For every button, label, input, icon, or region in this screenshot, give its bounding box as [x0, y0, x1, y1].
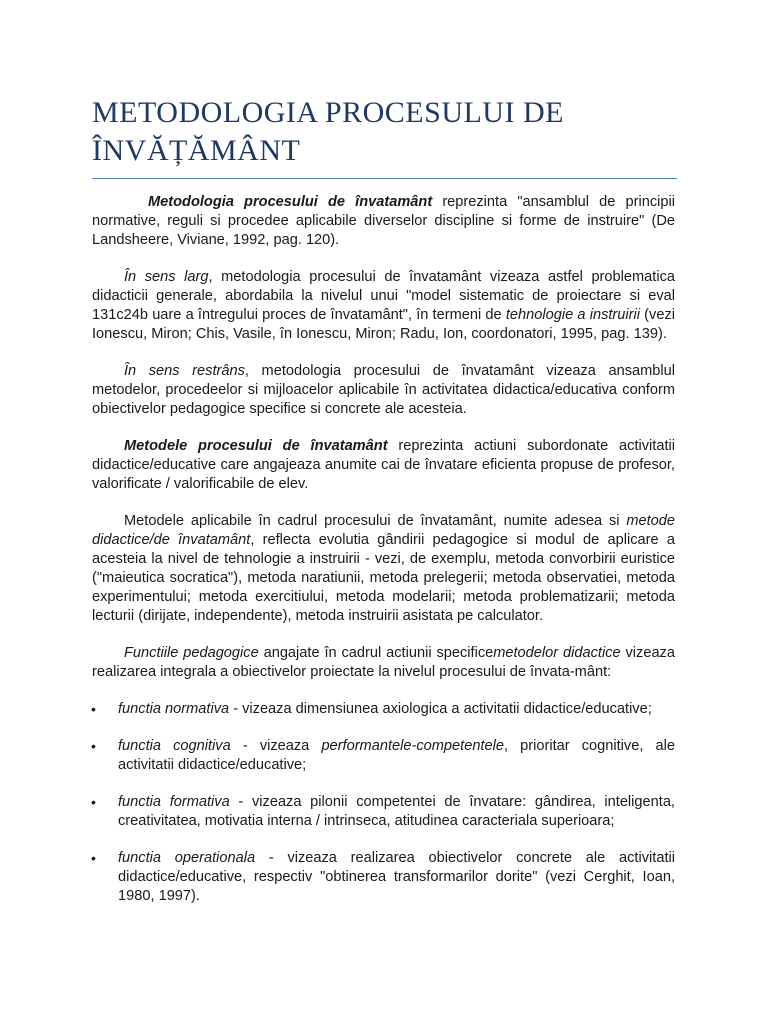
paragraph-text: , metodologia procesului de învatamânt vizeaza astfel problematica didacticii generale, abordabila la nivelul unui "model sistematic de proiectare si eval 131c24b uare a întregului proces de învatamânt", în termeni de [92, 269, 675, 323]
document-body [92, 193, 675, 924]
paragraph-functiile [92, 644, 675, 682]
paragraph-text: reprezinta "ansamblul de principii normative, reguli si procedee aplicabile diverselor discipline si forme de instruire" (De Landsheere, Viviane, 1992, pag. 120). [92, 194, 675, 248]
bullet-icon: • [91, 738, 96, 754]
term-functiile: Functiile pedagogice [124, 645, 259, 661]
list-item-formativa [92, 793, 675, 831]
term-functia-formativa: functia formativa [118, 794, 230, 810]
paragraph-text: Metodele aplicabile în cadrul procesului de învatamânt, numite adesea si [124, 513, 627, 529]
list-item-operationala [92, 849, 675, 906]
paragraph-text: vizeaza realizarea integrala a obiectivelor proiectate la nivelul procesului de învata-mânt: [92, 645, 675, 680]
functions-list [92, 700, 675, 906]
paragraph-text: (vezi Ionescu, Miron; Chis, Vasile, în Ionescu, Miron; Radu, Ion, coordonatori, 1995, pag. 139). [92, 307, 675, 342]
bullet-icon: • [91, 701, 96, 717]
list-item-text: - vizeaza [230, 738, 322, 754]
term-metodele: Metodele procesului de învatamânt [124, 438, 388, 454]
bullet-icon: • [91, 794, 96, 810]
list-item-text: - vizeaza dimensiunea axiologica a activitatii didactice/educative; [229, 701, 652, 717]
term-metodologia: Metodologia procesului de învatamânt [148, 194, 433, 210]
paragraph-text: , metodologia procesului de învatamânt vizeaza ansamblul metodelor, procedeelor si mijloacelor aplicabile în activitatea didactica/educativa conform obiectivelor pedagogice specifice si concrete ale acesteia. [92, 363, 675, 417]
term-functia-operationala: functia operationala [118, 850, 256, 866]
paragraph-sens-restrans [92, 362, 675, 419]
title-underline [92, 178, 677, 179]
term-sens-restrans: În sens restrâns [124, 363, 245, 379]
title-line-2: ÎNVĂȚĂMÂNT [92, 134, 301, 167]
paragraph-metodele [92, 437, 675, 494]
list-item-normativa [92, 700, 675, 719]
term-metodelor-didactice: metodelor didactice [493, 645, 621, 661]
paragraph-definition [92, 193, 675, 250]
paragraph-text: , reflecta evolutia gândirii pedagogice si modul de aplicare a acesteia la nivel de tehnologie a instruirii - vezi, de exemplu, metoda convorbirii euristice ("maieutica socratica"), metoda naratiunii, metoda prelegerii; metoda observatiei, metoda experimentului; metoda exercitiului, metoda modelarii; metoda problematizarii; metoda lecturii (dirijate, independente), metoda instruirii asistata pe calculator. [92, 532, 675, 624]
paragraph-text: angajate în cadrul actiunii specifice [258, 645, 494, 661]
term-sens-larg: În sens larg [124, 269, 209, 285]
term-metode-didactice: metode didactice/de învatamânt [92, 513, 675, 548]
term-performantele: performantele-competentele [321, 738, 504, 754]
term-tehnologie: tehnologie a instruirii [505, 307, 640, 323]
list-item-text: , prioritar cognitive, ale activitatii didactice/educative; [118, 738, 675, 773]
paragraph-sens-larg [92, 268, 675, 344]
document-title [92, 94, 682, 170]
list-item-text: - vizeaza realizarea obiectivelor concrete ale activitatii didactice/educative, respectiv "obtinerea transformarilor dorite" (vezi Cerghit, Ioan, 1980, 1997). [118, 850, 675, 904]
paragraph-metode-aplicabile [92, 512, 675, 626]
title-line-1: METODOLOGIA PROCESULUI DE [92, 96, 564, 129]
bullet-icon: • [91, 850, 96, 866]
list-item-text: - vizeaza pilonii competentei de învatare: gândirea, inteligenta, creativitatea, motivatia interna / intrinseca, atitudinea caracteriala superioara; [118, 794, 675, 829]
list-item-cognitiva [92, 737, 675, 775]
term-functia-cognitiva: functia cognitiva [118, 738, 231, 754]
paragraph-text: reprezinta actiuni subordonate activitatii didactice/educative care angajeaza anumite cai de învatare eficienta propuse de profesor, valorificate / valorificabile de elev. [92, 438, 675, 492]
term-functia-normativa: functia normativa [118, 701, 230, 717]
